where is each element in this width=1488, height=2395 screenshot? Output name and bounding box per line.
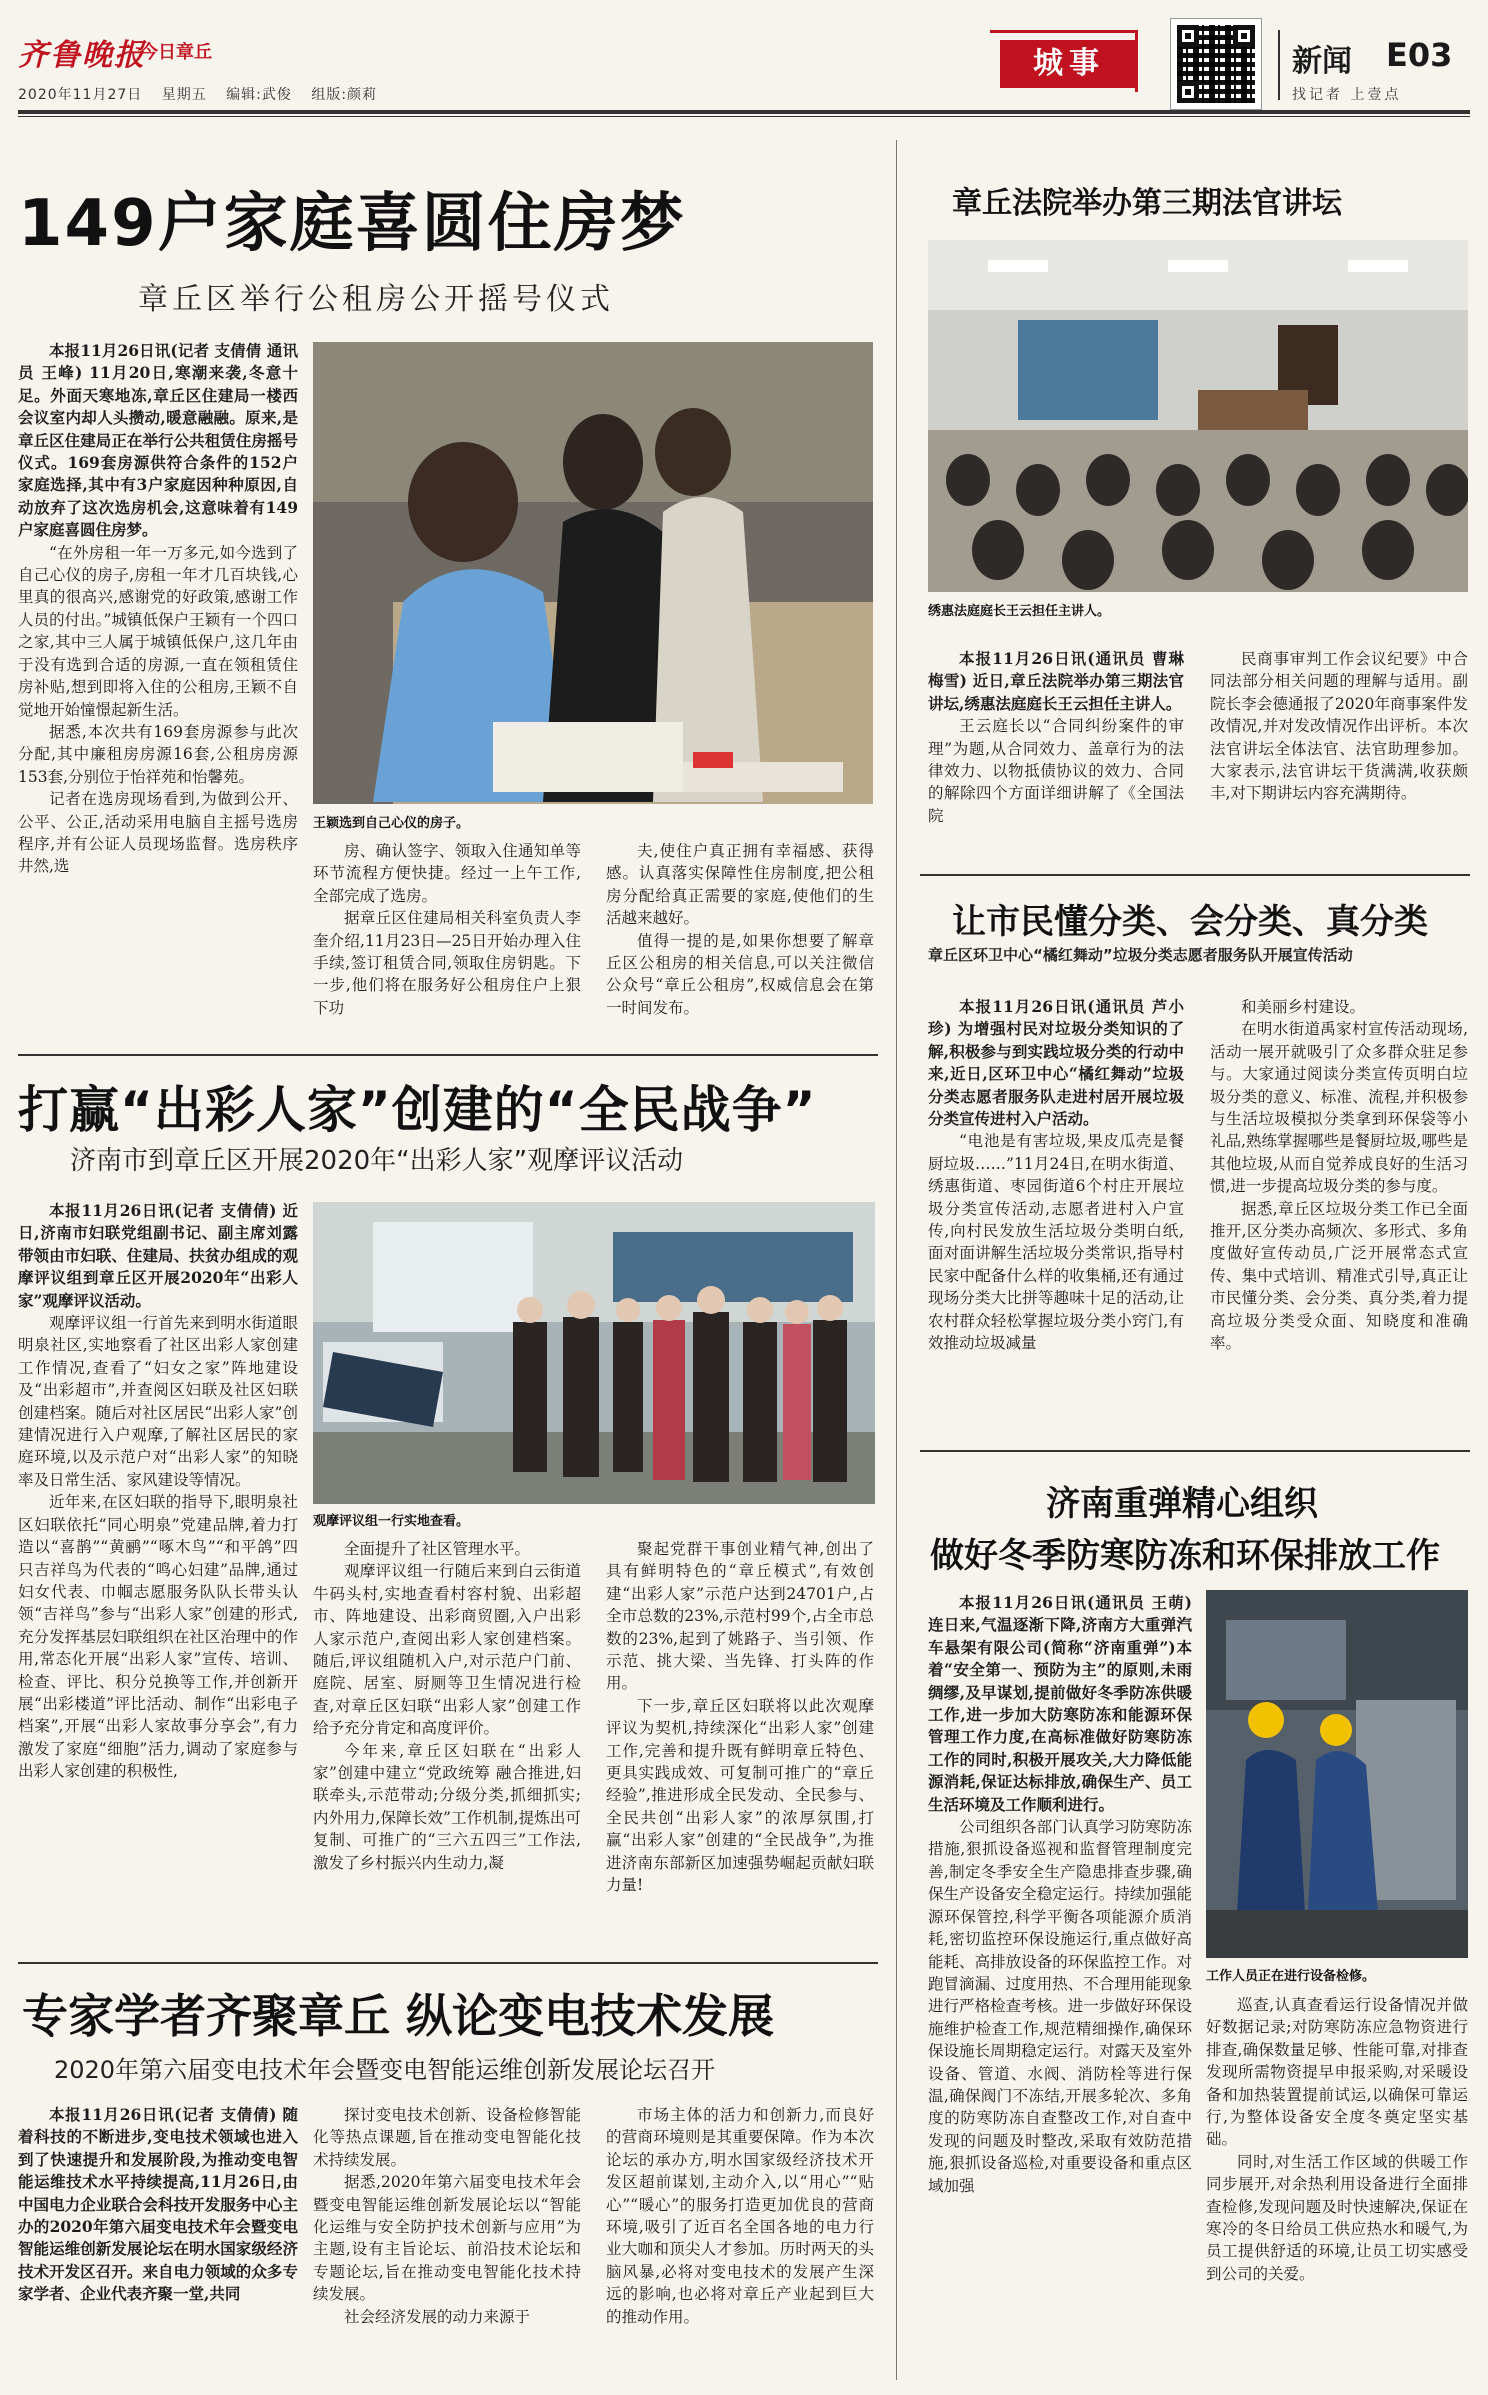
- article2-column-1: [18, 1200, 298, 1952]
- divider: [18, 1962, 878, 1964]
- article6-paragraph: 巡查,认真查看运行设备情况并做好数据记录;对防寒防冻应急物资进行排查,确保数量足够、性能可靠,对排查发现所需物资提早申报采购,对采暖设备和加热装置提前试运,以确保可靠运行,为整体设备安全度冬奠定坚实基础。: [1206, 1996, 1468, 2149]
- reporter-tagline: 找记者 上壹点: [1292, 87, 1402, 103]
- article2-subtitle: 济南市到章丘区开展2020年“出彩人家”观摩评议活动: [70, 1146, 684, 1176]
- article6-title-line2: 做好冬季防寒防冻和环保排放工作: [930, 1536, 1440, 1576]
- article2-paragraph: 今年来,章丘区妇联在“出彩人家”创建中建立“党政统筹 融合推进,妇联牵头,示范带动;分级分类,抓细抓实;内外用力,保障长效”工作机制,提炼出可复制、可推广的“三六五四三”工作法,激发了乡村振兴内生动力,凝: [313, 1741, 581, 1872]
- article6-column-1: [928, 1592, 1192, 2382]
- article4-paragraph: 民商事审判工作会议纪要》中合同法部分相关问题的理解与适用。副院长李会德通报了2020年商事案件发改情况,并对发改情况作出评析。本次法官讲坛全体法官、法官助理参加。大家表示,法官讲坛干货满满,收获颇丰,对下期讲坛内容充满期待。: [1210, 650, 1468, 803]
- article4-title: 章丘法院举办第三期法官讲坛: [952, 186, 1342, 221]
- article4-paragraph: 王云庭长以“合同纠纷案件的审理”为题,从合同效力、盖章行为的法律效力、以物抵债协议的效力、合同的解除四个方面详细讲解了《全国法院: [928, 717, 1184, 825]
- article2-paragraph: 近年来,在区妇联的指导下,眼明泉社区妇联依托“同心明泉”党建品牌,着力打造以“喜鹊”“黄鹂”“啄木鸟”“和平鸽”四只吉祥鸟为代表的“鸣心妇建”品牌,通过妇女代表、巾帼志愿服务队队长带头认领“吉祥鸟”参与“出彩人家”创建的形式,充分发挥基层妇联组织在社区治理中的作用,常态化开展“出彩人家”宣传、培训、检查、评比、积分兑换等工作,并创新开展“出彩楼道”评比活动、制作“出彩电子档案”,开展“出彩人家故事分享会”,有力激发了家庭“细胞”活力,调动了家庭参与出彩人家创建的积极性,: [18, 1493, 298, 1781]
- article2-title: 打赢“出彩人家”创建的“全民战争”: [18, 1081, 817, 1139]
- article6-column-2: [1206, 1994, 1468, 2382]
- article1-paragraph: 夫,使住户真正拥有幸福感、获得感。认真落实保障性住房制度,把公租房分配给真正需要的家庭,使他们的生活越来越好。: [606, 842, 874, 928]
- article6-title-line1: 济南重弹精心组织: [1046, 1484, 1318, 1524]
- article2-paragraph: 本报11月26日讯(记者 支倩倩) 近日,济南市妇联党组副书记、副主席刘露带领由市妇联、住建局、扶贫办组成的观摩评议组到章丘区开展2020年“出彩人家”观摩评议活动。: [18, 1201, 298, 1310]
- article5-column-2: [1210, 996, 1468, 1432]
- article2-column-3: [606, 1538, 874, 1952]
- article1-column-1: [18, 340, 298, 1044]
- article3-paragraph: 据悉,2020年第六届变电技术年会暨变电智能运维创新发展论坛以“智能化运维与安全防护技术创新与应用”为主题,设有主旨论坛、前沿技术论坛和专题论坛,旨在推动变电智能化技术持续发展。: [313, 2173, 581, 2304]
- article6-paragraph: 同时,对生活工作区域的供暖工作同步展开,对余热利用设备进行全面排查检修,发现问题及时快速解决,保证在寒冷的冬日给员工供应热水和暖气,为员工提供舒适的环境,让员工切实感受到公司的关爱。: [1206, 2152, 1468, 2283]
- article1-paragraph: 据章丘区住建局相关科室负责人李奎介绍,11月23日—25日开始办理入住手续,签订租赁合同,领取住房钥匙。下一步,他们将在服务好公租房住户上狠下功: [313, 909, 581, 1017]
- article3-column-2: [313, 2104, 581, 2384]
- article3-paragraph: 探讨变电技术创新、设备检修智能化等热点课题,旨在推动变电智能化技术持续发展。: [313, 2106, 581, 2169]
- article6-paragraph: 本报11月26日讯(通讯员 王萌) 连日来,气温逐渐下降,济南方大重弹汽车悬架有限公司(简称“济南重弹”)本着“安全第一、预防为主”的原则,未雨绸缪,及早谋划,提前做好冬季防冻供暖工作,进一步加大防寒防冻和能源环保管理工作力度,在高标准做好防寒防冻工作的同时,积极开展攻关,大力降低能源消耗,保证达标排放,确保生产、员工生活环境及工作顺利进行。: [928, 1593, 1192, 1814]
- divider: [920, 1450, 1470, 1452]
- article6-caption: 工作人员正在进行设备检修。: [1206, 1969, 1376, 1984]
- article3-subtitle: 2020年第六届变电技术年会暨变电智能运维创新发展论坛召开: [54, 2056, 716, 2084]
- article1-paragraph: “在外房租一年一万多元,如今选到了自己心仪的房子,房租一年才几百块钱,心里真的很高兴,感谢党的好政策,感谢工作人员的付出。”城镇低保户王颖有一个四口之家,其中三人属于城镇低保户,这几年由于没有选到合适的房源,一直在领租赁住房补贴,想到即将入住的公租房,王颖不自觉地开始憧憬起新生活。: [18, 543, 298, 719]
- header-rule-thin: [18, 116, 1470, 117]
- header-divider: [1278, 30, 1280, 100]
- article4-column-1: [928, 648, 1184, 868]
- article2-paragraph: 观摩评议组一行首先来到明水街道眼明泉社区,实地察看了社区出彩人家创建工作情况,查看了“妇女之家”阵地建设及“出彩超市”,并查阅区妇联及社区妇联创建档案。随后对社区居民“出彩人家”创建情况进行入户观摩,了解社区居民的家庭环境,以及示范户对“出彩人家”的知晓率及日常生活、家风建设等情况。: [18, 1314, 298, 1489]
- section-news: 新闻: [1292, 44, 1352, 79]
- article5-title: 让市民懂分类、会分类、真分类: [952, 902, 1428, 942]
- article6-paragraph: 公司组织各部门认真学习防寒防冻措施,狠抓设备巡视和监督管理制度完善,制定冬季安全生产隐患排查步骤,确保生产设备安全稳定运行。持续加强能源环保管控,科学平衡各项能源介质消耗,密切监控环保设施运行,重点做好高能耗、高排放设备的环保监控工作。对跑冒滴漏、过度用热、不合理用能现象进行严格检查考核。进一步做好环保设施维护检查工作,规范精细操作,确保环保设施长周期稳定运行。对露天及室外设备、管道、水阀、消防栓等进行保温,确保阀门不冻结,开展多轮次、多角度的防寒防冻自查整改工作,对自查中发现的问题及时整改,采取有效防范措施,狠抓设备巡检,对重要设备和重点区域加强: [928, 1818, 1192, 2195]
- article3-column-3: [606, 2104, 874, 2384]
- divider: [18, 1054, 878, 1056]
- article4-paragraph: 本报11月26日讯(通讯员 曹琳 梅雪) 近日,章丘法院举办第三期法官讲坛,绣惠法庭庭长王云担任主讲人。: [928, 649, 1184, 713]
- article2-paragraph: 下一步,章丘区妇联将以此次观摩评议为契机,持续深化“出彩人家”创建工作,完善和提升既有鲜明章丘特色、更具实践成效、可复制可推广的“章丘经验”,推进形成全民发动、全民参与、全民共创“出彩人家”的浓厚氛围,打赢“出彩人家”创建的“全民战争”,为推进济南东部新区加速强势崛起贡献妇联力量!: [606, 1696, 874, 1895]
- article3-paragraph: 本报11月26日讯(记者 支倩倩) 随着科技的不断进步,变电技术领域也进入到了快速提升和发展阶段,为推动变电智能运维技术水平持续提高,11月26日,由中国电力企业联合会科技开发服务中心主办的2020年第六届变电技术年会暨变电智能运维创新发展论坛在明水国家级经济技术开发区召开。来自电力领域的众多专家学者、企业代表齐聚一堂,共同: [18, 2105, 298, 2304]
- article6-photo: [1206, 1590, 1468, 1958]
- article2-caption: 观摩评议组一行实地查看。: [313, 1514, 470, 1529]
- newspaper-logo: 齐鲁晚报: [18, 38, 146, 73]
- article5-paragraph: 据悉,章丘区垃圾分类工作已全面推开,区分类办高频次、多形式、多角度做好宣传动员,广泛开展常态式宣传、集中式培训、精准式引导,真正让市民懂分类、会分类、真分类,着力提高垃圾分类受众面、知晓度和准确率。: [1210, 1199, 1468, 1353]
- article4-caption: 绣惠法庭庭长王云担任主讲人。: [928, 604, 1111, 619]
- column-rule: [896, 140, 897, 2380]
- divider: [920, 874, 1470, 876]
- page-number: E03: [1386, 36, 1453, 74]
- issue-weekday: 星期五: [161, 87, 207, 103]
- article1-caption: 王颖选到自己心仪的房子。: [313, 816, 470, 831]
- layout-credit: 组版:颜莉: [311, 87, 378, 103]
- article1-paragraph: 记者在选房现场看到,为做到公开、公平、公正,活动采用电脑自主摇号选房程序,并有公证人员现场监督。选房秩序井然,选: [18, 790, 298, 876]
- article4-column-2: [1210, 648, 1468, 868]
- article1-subtitle: 章丘区举行公租房公开摇号仪式: [138, 282, 614, 317]
- article5-paragraph: 和美丽乡村建设。: [1241, 998, 1366, 1016]
- masthead-meta: [18, 84, 391, 104]
- qr-code-icon[interactable]: [1170, 18, 1262, 110]
- article3-title: 专家学者齐聚章丘 纵论变电技术发展: [22, 1989, 775, 2043]
- article5-paragraph: “电池是有害垃圾,果皮瓜壳是餐厨垃圾……”11月24日,在明水街道、绣惠街道、枣园街道6个村庄开展垃圾分类宣传活动,志愿者进村入户宣传,向村民发放生活垃圾分类明白纸,面对面讲解生活垃圾分类常识,指导村民家中配备什么样的收集桶,还有通过现场分类大比拼等趣味十足的活动,让农村群众轻松掌握垃圾分类小窍门,有效推动垃圾减量: [928, 1132, 1184, 1353]
- article2-paragraph: 全面提升了社区管理水平。: [344, 1540, 531, 1558]
- article5-column-1: [928, 996, 1184, 1432]
- article2-column-2: [313, 1538, 581, 1952]
- article4-photo: [928, 240, 1468, 592]
- article1-photo: [313, 342, 873, 804]
- article1-column-3: [606, 840, 874, 1044]
- article1-paragraph: 本报11月26日讯(记者 支倩倩 通讯员 王峰) 11月20日,寒潮来袭,冬意十足。外面天寒地冻,章丘区住建局一楼西会议室内却人头攒动,暖意融融。原来,是章丘区住建局正在举行公共租赁住房摇号仪式。169套房源供符合条件的152户家庭选择,其中有3户家庭因种种原因,自动放弃了这次选房机会,这意味着有149户家庭喜圆住房梦。: [18, 341, 298, 540]
- article1-title: 149户家庭喜圆住房梦: [18, 187, 686, 261]
- article5-paragraph: 在明水街道禹家村宣传活动现场,活动一展开就吸引了众多群众驻足参与。大家通过阅读分类宣传页明白垃圾分类的意义、标准、流程,并积极参与生活垃圾模拟分类拿到环保袋等小礼品,熟练掌握哪些是餐厨垃圾,哪些是其他垃圾,从而自觉养成良好的生活习惯,进一步提高垃圾分类的参与度。: [1210, 1020, 1468, 1196]
- article1-column-2: [313, 840, 581, 1044]
- edition-name: 今日章丘: [140, 42, 212, 63]
- article3-column-1: [18, 2104, 298, 2384]
- article5-subtitle: 章丘区环卫中心“橘红舞动”垃圾分类志愿者服务队开展宣传活动: [928, 946, 1353, 964]
- article2-paragraph: 观摩评议组一行随后来到白云街道牛码头村,实地查看村容村貌、出彩超市、阵地建设、出彩商贸圈,入户出彩人家示范户,查阅出彩人家创建档案。随后,评议组随机入户,对示范户门前、庭院、居室、厨厕等卫生情况进行检查,对章丘区妇联“出彩人家”创建工作给予充分肯定和高度评价。: [313, 1562, 581, 1738]
- article1-paragraph: 房、确认签字、领取入住通知单等环节流程方便快捷。经过一上午工作,全部完成了选房。: [313, 842, 581, 905]
- article1-paragraph: 值得一提的是,如果你想要了解章丘区公租房的相关信息,可以关注微信公众号“章丘公租房”,权威信息会在第一时间发布。: [606, 931, 874, 1017]
- article3-paragraph: 市场主体的活力和创新力,而良好的营商环境则是其重要保障。作为本次论坛的承办方,明水国家级经济技术开发区超前谋划,主动介入,以“用心”“贴心”“暖心”的服务打造更加优良的营商环境,吸引了近百名全国各地的电力行业大咖和顶尖人才参加。历时两天的头脑风暴,必将对变电技术的发展产生深远的影响,也必将对章丘产业起到巨大的推动作用。: [606, 2106, 874, 2326]
- article1-paragraph: 据悉,本次共有169套房源参与此次分配,其中廉租房房源16套,公租房房源153套,分别位于怡祥苑和怡馨苑。: [18, 722, 298, 786]
- article3-paragraph: 社会经济发展的动力来源于: [344, 2307, 531, 2326]
- header-rule: [18, 110, 1470, 114]
- article2-photo: [313, 1202, 875, 1504]
- article2-paragraph: 聚起党群干事创业精气神,创出了具有鲜明特色的“章丘模式”,有效创建“出彩人家”示范户达到24701户,占全市总数的23%,示范村99个,占全市总数的23%,起到了姚路子、当引领、作示范、挑大梁、当先锋、打头阵的作用。: [606, 1540, 874, 1693]
- editor-credit: 编辑:武俊: [226, 87, 292, 103]
- issue-date: 2020年11月27日: [18, 87, 143, 103]
- section-tag: 城事: [1000, 40, 1138, 88]
- article5-paragraph: 本报11月26日讯(通讯员 芦小珍) 为增强村民对垃圾分类知识的了解,积极参与到实践垃圾分类的行动中来,近日,区环卫中心“橘红舞动”垃圾分类志愿者服务队走进村居开展垃圾分类宣传进村入户活动。: [928, 997, 1184, 1129]
